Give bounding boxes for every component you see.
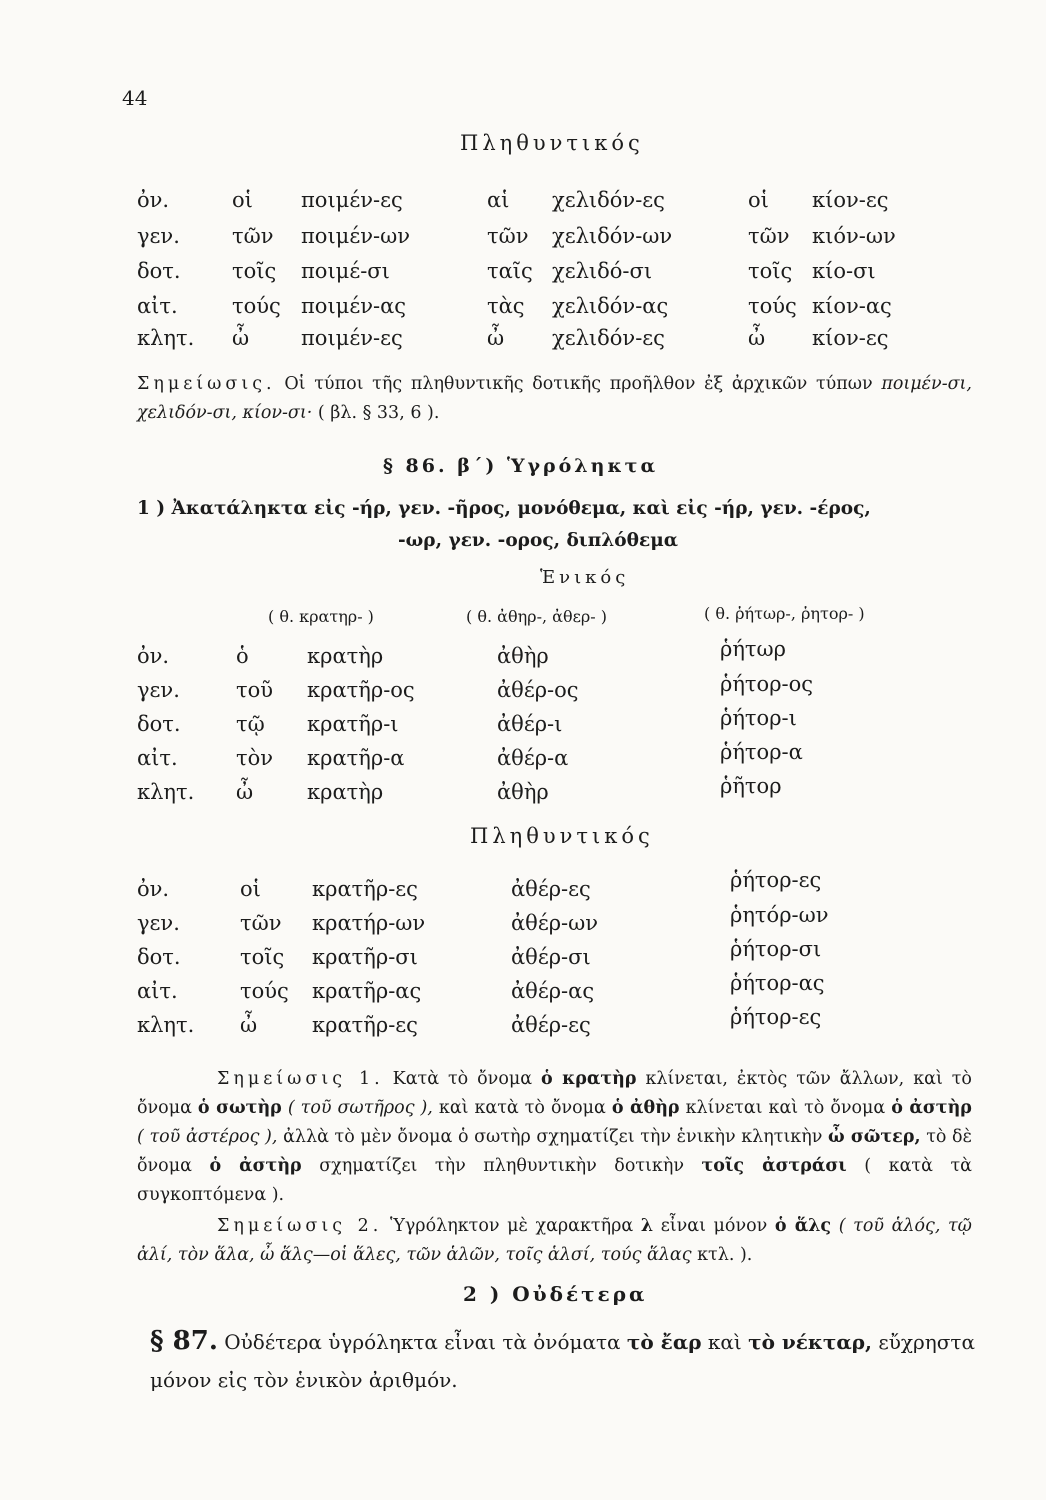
form: ῥητόρ-ων (730, 903, 829, 927)
article: τούς (240, 979, 289, 1003)
note-text: Κατὰ τὸ ὄνομα (392, 1069, 533, 1089)
note-text: Ὑγρόληκτον μὲ χαρακτῆρα (389, 1216, 634, 1236)
case-label: κλητ. (137, 1013, 195, 1037)
case-label: κλητ. (137, 326, 195, 350)
section-86-heading: § 86. β΄) Ὑγρόληκτα (383, 455, 659, 477)
article: αἱ (487, 188, 510, 212)
form: ἀθέρ-σι (511, 945, 591, 969)
note-text: κλίνεται, ἐκτὸς τῶν ἄλλων, καὶ τὸ ὄνομα (137, 1069, 972, 1118)
note-emphasis: ὁ ἀστὴρ (891, 1098, 972, 1118)
note-italic: ( τοῦ ἁλός, τῷ ἁλί, τὸν ἅλα, ὦ ἅλς—οἱ ἅλες, τῶν ἁλῶν, τοῖς ἁλσί, τούς ἅλας (137, 1216, 972, 1265)
form: κιόν-ων (812, 224, 896, 248)
note-text: καὶ κατὰ τὸ ὄνομα (438, 1098, 606, 1118)
note-emphasis: ὁ κρατὴρ (541, 1069, 637, 1089)
form: κίον-ες (812, 188, 889, 212)
form: ῥήτορ-ος (720, 672, 814, 696)
form: κρατῆρ-σι (312, 945, 418, 969)
form: ποιμέν-ες (301, 326, 403, 350)
article: τῶν (232, 224, 274, 248)
form: χελιδόν-ας (552, 294, 669, 318)
note-text: κτλ. ). (697, 1245, 753, 1265)
note-label: Σημείωσις. (137, 374, 276, 394)
paragraph-emphasis: τὸ ἔαρ (626, 1330, 702, 1354)
form: κίο-σι (812, 259, 876, 283)
form: κρατὴρ (307, 780, 384, 804)
paragraph-text: εὔχρηστα μόνον εἰς τὸν ἑνικὸν ἀριθμόν. (150, 1330, 975, 1392)
form: ποιμέν-ων (301, 224, 410, 248)
plural-heading-1: Πληθυντικός (460, 131, 644, 155)
note-text: σχηματίζει τὴν πληθυντικὴν δοτικὴν (319, 1156, 684, 1176)
form: ἀθέρ-ες (511, 1013, 591, 1037)
form: ἀθέρ-ων (511, 911, 599, 935)
form: ἀθὴρ (497, 644, 549, 668)
article: ὦ (240, 1013, 258, 1037)
article: ὦ (232, 326, 250, 350)
form: ῥήτορ-ες (730, 1005, 822, 1029)
form: ῥήτορ-ας (730, 971, 825, 995)
article: ὁ (236, 644, 249, 668)
form: χελιδόν-ες (552, 188, 665, 212)
form: ἀθέρ-ι (497, 712, 563, 736)
case-label: αἰτ. (137, 746, 178, 770)
article: τῶν (748, 224, 790, 248)
form: χελιδό-σι (552, 259, 653, 283)
article: τῷ (236, 712, 265, 736)
article: τοῦ (236, 678, 274, 702)
form: κίον-ες (812, 326, 889, 350)
note-italic: ( τοῦ ἀστέρος ), (137, 1127, 278, 1147)
article: τοῖς (240, 945, 285, 969)
case-label: γεν. (137, 224, 180, 248)
form: ἀθέρ-α (497, 746, 569, 770)
form: κρατῆρ-α (307, 746, 405, 770)
paragraph-text: Οὐδέτερα ὑγρόληκτα εἶναι τὰ ὀνόματα (224, 1330, 621, 1354)
note-emphasis: ὁ σωτὴρ (197, 1098, 282, 1118)
article: τοῖς (748, 259, 793, 283)
form: κίον-ας (812, 294, 892, 318)
form: ῥήτορ-σι (730, 937, 822, 961)
page-number: 44 (122, 86, 148, 110)
note-text: Οἱ τύποι τῆς πληθυντικῆς δοτικῆς προῆλθον ἐξ ἀρχικῶν τύπων (284, 374, 873, 394)
case-label: ὀν. (137, 188, 170, 212)
note-text: κλίνεται καὶ τὸ ὄνομα (685, 1098, 886, 1118)
form: ἀθέρ-ος (497, 678, 579, 702)
section-number: § 87. (150, 1326, 218, 1356)
article: τούς (748, 294, 797, 318)
note-text: εἶναι μόνον (660, 1216, 768, 1236)
form: ἀθὴρ (497, 780, 549, 804)
theme-b: ( θ. ἀθηρ-, ἀθερ- ) (466, 607, 608, 626)
note-emphasis: λ (640, 1216, 654, 1236)
form: ποιμέν-ας (301, 294, 407, 318)
case-label: ὀν. (137, 644, 170, 668)
case-label: γεν. (137, 911, 180, 935)
note-emphasis: ὦ σῶτερ, (828, 1127, 921, 1147)
theme-c: ( θ. ῥήτωρ-, ῥητορ- ) (704, 604, 865, 623)
note-2 (137, 1065, 972, 1210)
article: ὦ (236, 780, 254, 804)
note-emphasis: τοῖς ἀστράσι (701, 1156, 847, 1176)
case-label: αἰτ. (137, 979, 178, 1003)
case-label: δοτ. (137, 945, 181, 969)
note-label: Σημείωσις 1. (217, 1069, 384, 1089)
paragraph-87 (150, 1322, 980, 1399)
article: τὰς (487, 294, 525, 318)
case-label: γεν. (137, 678, 180, 702)
form: κρατῆρ-ας (312, 979, 422, 1003)
article: οἱ (240, 877, 261, 901)
note-text: ( κατὰ τὰ συγκοπτόμενα ). (137, 1156, 972, 1205)
article: τούς (232, 294, 281, 318)
form: κρατῆρ-ες (312, 1013, 418, 1037)
note-3 (137, 1212, 972, 1270)
singular-heading: Ἑνικός (540, 567, 630, 588)
article: τὸν (236, 746, 274, 770)
form: κρατήρ-ων (312, 911, 426, 935)
form: ποιμέν-ες (301, 188, 403, 212)
case-label: κλητ. (137, 780, 195, 804)
form: ῥῆτορ (720, 774, 782, 798)
note-label: Σημείωσις 2. (217, 1216, 383, 1236)
form: ῥήτορ-α (720, 740, 803, 764)
form: ῥήτορ-ες (730, 868, 822, 892)
case-label: ὀν. (137, 877, 170, 901)
note-text: τὸ δὲ ὄνομα (137, 1127, 972, 1176)
article: ὦ (748, 326, 766, 350)
article: οἱ (748, 188, 769, 212)
rule-1-line-2: -ωρ, γεν. -ορος, διπλόθεμα (398, 530, 678, 551)
note-emphasis: ὁ ἅλς (774, 1216, 832, 1236)
article: τοῖς (232, 259, 277, 283)
case-label: δοτ. (137, 259, 181, 283)
form: ἀθέρ-ες (511, 877, 591, 901)
note-emphasis: ὁ ἀστὴρ (209, 1156, 302, 1176)
article: ὦ (487, 326, 505, 350)
article: οἱ (232, 188, 253, 212)
case-label: δοτ. (137, 712, 181, 736)
form: ποιμέ-σι (301, 259, 390, 283)
article: τῶν (487, 224, 529, 248)
form: κρατῆρ-ος (307, 678, 415, 702)
subheading-2: 2 ) Οὐδέτερα (463, 1282, 648, 1306)
note-forms: ποιμέν-σι, χελιδόν-σι, κίον-σι· (137, 374, 972, 423)
form: ἀθέρ-ας (511, 979, 595, 1003)
note-ref: ( βλ. § 33, 6 ). (317, 403, 440, 423)
form: κρατῆρ-ι (307, 712, 399, 736)
case-label: αἰτ. (137, 294, 178, 318)
form: χελιδόν-ες (552, 326, 665, 350)
rule-1-line-1: 1 ) Ἀκατάληκτα εἰς -ήρ, γεν. -ῆρος, μονόθεμα, καὶ εἰς -ήρ, γεν. -έρος, (137, 498, 871, 519)
note-emphasis: ὁ ἀθὴρ (611, 1098, 680, 1118)
form: ῥήτωρ (720, 637, 787, 661)
article: τῶν (240, 911, 282, 935)
form: κρατὴρ (307, 644, 384, 668)
note-1 (137, 370, 972, 428)
theme-a: ( θ. κρατηρ- ) (268, 607, 374, 626)
note-italic: ( τοῦ σωτῆρος ), (287, 1098, 433, 1118)
paragraph-text: καὶ (707, 1330, 742, 1354)
form: χελιδόν-ων (552, 224, 673, 248)
form: ῥήτορ-ι (720, 706, 797, 730)
note-text: ἀλλὰ τὸ μὲν ὄνομα ὁ σωτὴρ σχηματίζει τὴν ἑνικὴν κλητικὴν (283, 1127, 823, 1147)
plural-heading-2: Πληθυντικός (470, 824, 654, 848)
form: κρατῆρ-ες (312, 877, 418, 901)
paragraph-emphasis: τὸ νέκταρ, (748, 1330, 873, 1354)
article: ταῖς (487, 259, 533, 283)
